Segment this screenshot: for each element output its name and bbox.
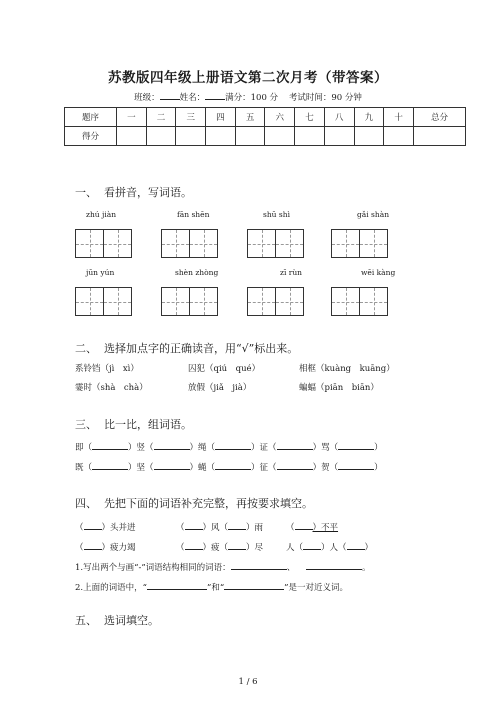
answer-blank[interactable] [338,461,374,470]
section-5-heading [75,612,159,628]
grid-cell[interactable] [75,229,104,258]
section-title: 比一比，组词语。 [104,418,192,431]
answer-blank[interactable] [185,521,203,530]
section-1-heading [75,184,192,200]
grid-cell[interactable] [359,287,388,316]
answer-blank[interactable] [84,521,102,530]
text: ）绳（ [189,443,216,453]
section-number: 一、 [75,186,97,199]
score-cell[interactable] [295,127,325,146]
text: 。 [362,563,371,573]
score-header: 题序 [65,108,117,127]
score-cell[interactable] [235,127,265,146]
text: ）骂（ [312,443,339,453]
section-title: 选择加点字的正确读音，用“√”标出来。 [104,342,299,355]
score-cell[interactable] [384,127,414,146]
text: ）风（ [202,523,229,533]
score-header: 一 [117,108,147,127]
answer-blank[interactable] [215,461,251,470]
score-cell[interactable] [146,127,176,146]
grid-cell[interactable] [161,287,190,316]
text: （ [75,523,84,533]
text: （ [286,523,295,533]
answer-blank[interactable] [228,521,246,530]
text: 既（ [75,463,93,473]
reading-option[interactable]: 放假（jiǎ jià） [188,383,252,393]
text: 即（ [75,443,93,453]
writing-grid[interactable] [161,229,217,258]
answer-blank[interactable] [347,541,365,550]
grid-cell[interactable] [331,229,360,258]
answer-blank[interactable] [306,561,362,570]
page-title: 苏教版四年级上册语文第二次月考（带答案） [108,70,388,86]
answer-blank[interactable] [231,561,287,570]
answer-blank[interactable] [185,541,203,550]
answer-blank[interactable] [228,541,246,550]
answer-blank[interactable] [154,441,190,450]
pinyin: gǎi shàn [357,210,390,219]
score-header: 二 [146,108,176,127]
score-header: 十 [384,108,414,127]
text: ）贺（ [312,463,339,473]
score-table [64,107,466,146]
grid-cell[interactable] [359,229,388,258]
answer-blank[interactable] [295,521,313,530]
exam-time: 考试时间：90 分钟 [288,93,362,103]
score-header-row [65,108,466,127]
score-header: 总分 [414,108,466,127]
fill-item [286,541,373,553]
section-title: 选词填空。 [104,614,159,627]
question-text: 1.写出两个与画“-”词语结构相同的词语： [75,563,231,573]
section-number: 三、 [75,418,97,431]
text: （ [176,523,185,533]
section-3-heading [75,416,192,432]
score-header: 四 [206,108,236,127]
text: ”和“ [206,583,225,593]
fill-item [75,541,136,553]
writing-grid[interactable] [331,287,387,316]
writing-grid[interactable] [247,229,303,258]
text: 、 [286,563,296,573]
score-header: 六 [265,108,295,127]
fill-item [176,541,263,553]
answer-blank[interactable] [92,441,128,450]
score-header: 九 [354,108,384,127]
grid-cell[interactable] [247,229,276,258]
grid-cell[interactable] [189,229,218,258]
name-label: 姓名： [179,93,206,103]
class-blank[interactable] [160,91,180,100]
text: 人（ [286,543,304,553]
answer-blank[interactable] [215,441,251,450]
compare-row [75,461,383,473]
class-label: 班级： [134,93,160,103]
text: ）不平 [312,523,339,533]
answer-blank[interactable] [277,441,313,450]
section-2-heading [75,340,298,356]
section-number: 二、 [75,342,97,355]
reading-option[interactable]: 蝙蝠（piān biān） [299,383,379,393]
text: ） [364,543,374,553]
score-header: 八 [324,108,354,127]
answer-blank[interactable] [147,581,207,590]
reading-option[interactable]: 囚犯（qiú qué） [188,364,261,374]
score-cell[interactable] [324,127,354,146]
score-header: 五 [235,108,265,127]
score-cell[interactable] [354,127,384,146]
name-blank[interactable] [205,91,225,100]
writing-grid[interactable] [75,287,131,316]
text: ）竖（ [128,443,154,453]
answer-blank[interactable] [303,541,321,550]
grid-cell[interactable] [275,229,304,258]
grid-cell[interactable] [189,287,218,316]
section-title: 看拼音，写词语。 [104,186,192,199]
question-2 [75,581,348,593]
answer-blank[interactable] [154,461,190,470]
pinyin: shū shì [263,210,290,219]
section-4-heading [75,495,313,511]
writing-grid[interactable] [75,229,131,258]
pinyin: zhú jiàn [86,210,117,219]
text: ） [374,463,383,473]
question-1 [75,561,371,573]
full-score: 满分：100 分 [225,93,279,103]
text: ）疲力竭 [101,543,136,553]
answer-blank[interactable] [224,581,284,590]
fill-item [176,521,263,533]
pinyin: shèn zhòng [175,268,219,277]
fill-item [286,521,338,533]
text: ）蝇（ [189,463,216,473]
score-cell[interactable] [414,127,466,146]
text: ）征（ [251,463,277,473]
answer-blank[interactable] [277,461,313,470]
text: ）人（ [321,543,347,553]
section-number: 五、 [75,614,97,627]
section-title: 先把下面的词语补充完整，再按要求填空。 [104,497,313,510]
score-row-label: 得分 [65,127,117,146]
pinyin: fān shēn [177,210,210,219]
pinyin: zī rùn [280,268,302,277]
grid-cell[interactable] [103,287,132,316]
grid-cell[interactable] [275,287,304,316]
grid-cell[interactable] [75,287,104,316]
answer-blank[interactable] [84,541,102,550]
score-cell[interactable] [265,127,295,146]
score-header: 七 [295,108,325,127]
score-cell[interactable] [206,127,236,146]
reading-option[interactable]: 系铃铛（jì xì） [75,364,139,374]
page-number: 1 / 6 [238,677,258,687]
writing-grid[interactable] [247,287,303,316]
grid-cell[interactable] [331,287,360,316]
fill-item [75,521,136,533]
text: ）雨 [246,523,264,533]
writing-grid[interactable] [331,229,387,258]
score-row [65,127,466,146]
text: ）坚（ [128,463,154,473]
compare-row [75,441,383,453]
reading-option[interactable]: 相框（kuàng kuāng） [299,364,395,374]
text: ）证（ [251,443,277,453]
pinyin: wēi kàng [361,268,396,277]
exam-info [0,91,496,103]
text: ）尽 [246,543,264,553]
pinyin: jūn yún [86,268,115,277]
text: ） [374,443,383,453]
question-text: 2.上面的词语中，“ [75,583,147,593]
text: ）头并进 [101,523,136,533]
section-number: 四、 [75,497,97,510]
reading-option[interactable]: 霎时（shà chà） [75,383,148,393]
answer-blank[interactable] [338,441,374,450]
answer-blank[interactable] [92,461,128,470]
score-cell[interactable] [117,127,147,146]
grid-cell[interactable] [247,287,276,316]
text: ）疲（ [202,543,229,553]
score-header: 三 [176,108,206,127]
text: （ [75,543,84,553]
grid-cell[interactable] [103,229,132,258]
writing-grid[interactable] [161,287,217,316]
text: （ [176,543,185,553]
text: ”是一对近义词。 [284,583,349,593]
grid-cell[interactable] [161,229,190,258]
score-cell[interactable] [176,127,206,146]
